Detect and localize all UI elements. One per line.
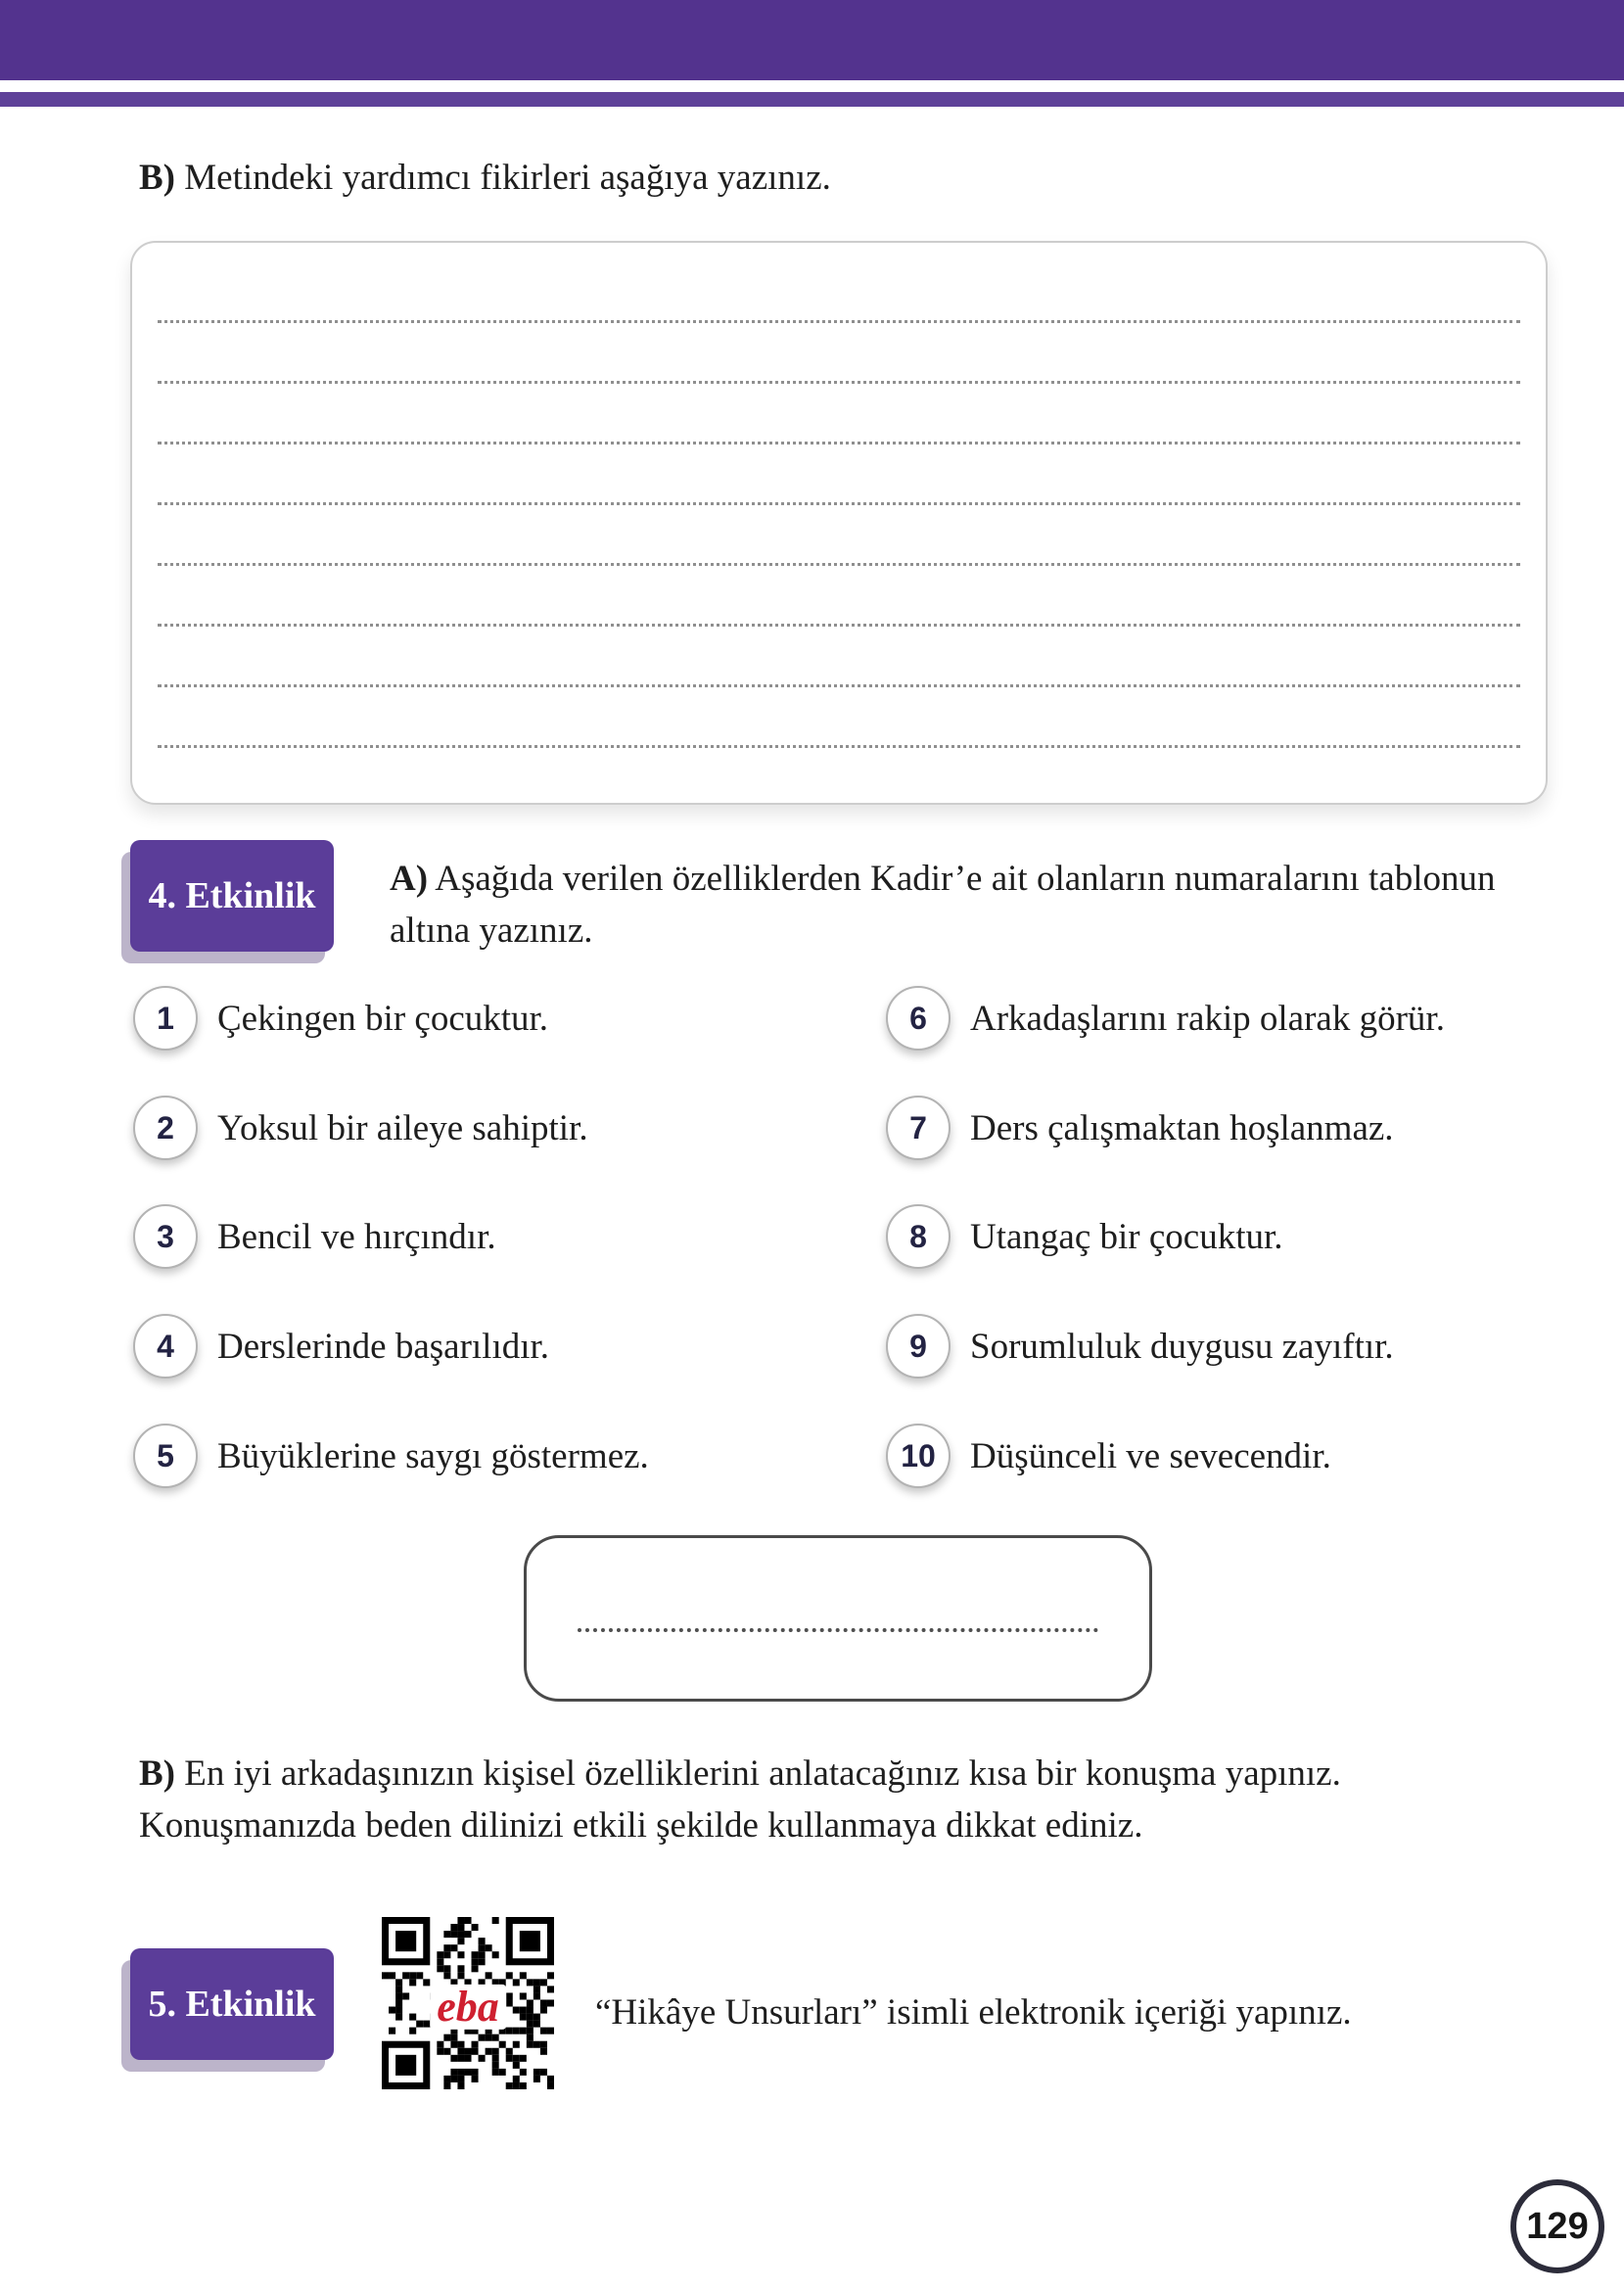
item-number: 6 <box>909 1000 927 1036</box>
page-number-value: 129 <box>1526 2205 1589 2247</box>
item-text: Ders çalışmaktan hoşlanmaz. <box>970 1107 1394 1148</box>
writing-line[interactable] <box>158 323 1520 384</box>
top-accent-stripe <box>0 92 1624 107</box>
writing-line[interactable] <box>158 505 1520 566</box>
item-number-badge <box>886 1314 951 1379</box>
writing-line[interactable] <box>158 444 1520 505</box>
item-number: 2 <box>157 1109 174 1146</box>
activity-4-part-b-instruction <box>139 1749 1563 1851</box>
activity-4-badge <box>130 840 334 952</box>
answer-box[interactable] <box>524 1535 1152 1702</box>
writing-lines-box[interactable] <box>130 241 1548 805</box>
item-text: Arkadaşlarını rakip olarak görür. <box>970 998 1445 1039</box>
list-item <box>133 1312 549 1380</box>
page-number <box>1510 2179 1604 2273</box>
top-header-bar <box>0 0 1624 80</box>
list-item <box>886 1094 1394 1162</box>
writing-line[interactable] <box>158 687 1520 748</box>
list-item <box>886 1312 1394 1380</box>
list-item <box>133 1202 496 1271</box>
item-text: Düşünceli ve sevecendir. <box>970 1435 1331 1476</box>
activity-4-part-a-instruction <box>390 854 1564 957</box>
item-number-badge <box>133 986 198 1051</box>
item-text: Sorumluluk duygusu zayıftır. <box>970 1326 1394 1367</box>
eba-logo: eba <box>430 1984 506 2029</box>
item-number-badge <box>886 1204 951 1269</box>
part-b-label: B) <box>139 1753 175 1794</box>
list-item <box>133 1422 649 1490</box>
item-text: Utangaç bir çocuktur. <box>970 1216 1283 1257</box>
part-a-label: A) <box>390 859 429 899</box>
item-number-badge <box>886 986 951 1051</box>
activity-5-badge-label: 5. Etkinlik <box>148 1984 316 2025</box>
list-item <box>133 984 548 1052</box>
item-number: 5 <box>157 1437 174 1473</box>
section-b-text: Metindeki yardımcı fikirleri aşağıya yazınız. <box>184 158 831 198</box>
eba-qr-code <box>382 1917 554 2089</box>
list-item <box>886 1422 1331 1490</box>
item-text: Büyüklerine saygı göstermez. <box>217 1435 649 1476</box>
item-number: 10 <box>901 1437 936 1473</box>
list-item <box>886 1202 1283 1271</box>
item-number: 7 <box>909 1109 927 1146</box>
item-number-badge <box>133 1096 198 1160</box>
list-item <box>886 984 1445 1052</box>
writing-line[interactable] <box>158 627 1520 687</box>
list-item <box>133 1094 588 1162</box>
item-text: Bencil ve hırçındır. <box>217 1216 496 1257</box>
item-text: Derslerinde başarılıdır. <box>217 1326 550 1367</box>
activity-5-instruction: “Hikâye Unsurları” isimli elektronik içeriği yapınız. <box>595 1992 1352 2033</box>
item-number-badge <box>133 1204 198 1269</box>
item-text: Çekingen bir çocuktur. <box>217 998 549 1039</box>
item-number: 8 <box>909 1218 927 1254</box>
section-b-label: B) <box>139 158 175 198</box>
item-number: 4 <box>157 1328 174 1364</box>
item-number: 9 <box>909 1328 927 1364</box>
activity-4-badge-label: 4. Etkinlik <box>148 875 316 916</box>
item-number-badge <box>886 1096 951 1160</box>
item-number-badge <box>133 1424 198 1488</box>
item-text: Yoksul bir aileye sahiptir. <box>217 1107 588 1148</box>
item-number-badge <box>886 1424 951 1488</box>
writing-line[interactable] <box>158 262 1520 323</box>
answer-fill-line[interactable] <box>578 1628 1098 1632</box>
writing-line[interactable] <box>158 566 1520 627</box>
part-b-text: En iyi arkadaşınızın kişisel özelliklerini anlatacağınız kısa bir konuşma yapınız. Konuşmanızda beden dilinizi etkili şekilde kullanmaya dikkat ediniz. <box>139 1753 1341 1846</box>
item-number: 1 <box>157 1000 174 1036</box>
item-number: 3 <box>157 1218 174 1254</box>
section-b-instruction <box>139 153 1451 205</box>
writing-line[interactable] <box>158 384 1520 444</box>
part-a-text: Aşağıda verilen özelliklerden Kadir’e ait olanların numaralarını tablonun altına yazınız. <box>390 859 1496 951</box>
item-number-badge <box>133 1314 198 1379</box>
activity-5-badge <box>130 1948 334 2060</box>
